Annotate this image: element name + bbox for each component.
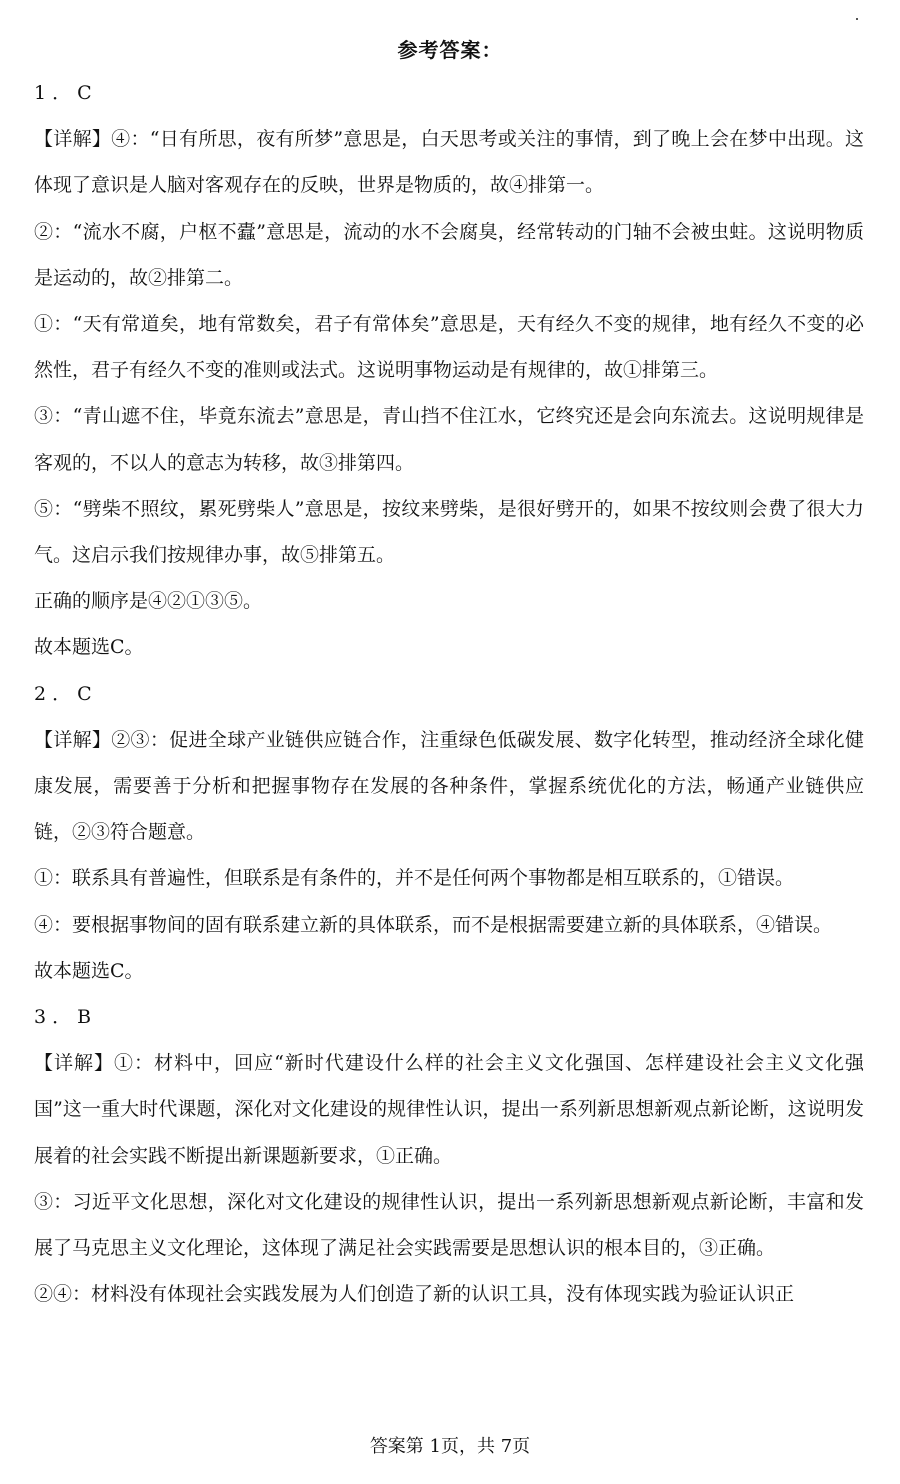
question-1-answer: 1．C [34, 82, 98, 104]
q1-explanation-point-2: ②：“流水不腐，户枢不蠹”意思是，流动的水不会腐臭，经常转动的门轴不会被虫蛀。这说明物质是运动的，故②排第二。 [34, 220, 864, 289]
q1-explanation-point-4: 【详解】④：“日有所思，夜有所梦”意思是，白天思考或关注的事情，到了晚上会在梦中出现。这体现了意识是人脑对客观存在的反映，世界是物质的，故④排第一。 [34, 128, 864, 197]
q1-conclusion: 故本题选C。 [34, 636, 144, 659]
scan-speck [856, 18, 858, 20]
q3-explanation-point-1: 【详解】①：材料中，回应“新时代建设什么样的社会主义文化强国、怎样建设社会主义文化强国”这一重大时代课题，深化对文化建设的规律性认识，提出一系列新思想新观点新论断，这说明发展着的社会实践不断提出新课题新要求，①正确。 [34, 1052, 864, 1167]
q2-explanation-points-2-3: 【详解】②③：促进全球产业链供应链合作，注重绿色低碳发展、数字化转型，推动经济全球化健康发展，需要善于分析和把握事物存在发展的各种条件，掌握系统优化的方法，畅通产业链供应链，②③符合题意。 [34, 728, 864, 844]
q3-explanation-points-2-4: ②④：材料没有体现社会实践发展为人们创造了新的认识工具，没有体现实践为验证认识正 [34, 1283, 795, 1306]
page-footer: 答案第 1页，共 7页 [369, 1436, 531, 1457]
question-2-answer: 2．C [34, 682, 98, 705]
page-title: 参考答案： [397, 38, 503, 62]
q2-explanation-point-4: ④：要根据事物间的固有联系建立新的具体联系，而不是根据需要建立新的具体联系，④错误。 [34, 913, 833, 936]
q3-explanation-point-3: ③：习近平文化思想，深化对文化建设的规律性认识，提出一系列新思想新观点新论断，丰富和发展了马克思主义文化理论，这体现了满足社会实践需要是思想认识的根本目的，③正确。 [34, 1190, 864, 1260]
answer-content [34, 70, 864, 1317]
q2-explanation-point-1: ①：联系具有普遍性，但联系是有条件的，并不是任何两个事物都是相互联系的，①错误。 [34, 867, 795, 890]
q1-explanation-point-3: ③：“青山遮不住，毕竟东流去”意思是，青山挡不住江水，它终究还是会向东流去。这说明规律是客观的，不以人的意志为转移，故③排第四。 [34, 405, 864, 474]
q2-conclusion: 故本题选C。 [34, 959, 144, 982]
q1-explanation-point-5: ⑤：“劈柴不照纹，累死劈柴人”意思是，按纹来劈柴，是很好劈开的，如果不按纹则会费了很大力气。这启示我们按规律办事，故⑤排第五。 [34, 497, 864, 567]
q1-correct-order: 正确的顺序是④②①③⑤。 [34, 590, 263, 613]
question-3-answer: 3．B [34, 1006, 98, 1029]
q1-explanation-point-1: ①：“天有常道矣，地有常数矣，君子有常体矣”意思是，天有经久不变的规律，地有经久不变的必然性，君子有经久不变的准则或法式。这说明事物运动是有规律的，故①排第三。 [34, 313, 864, 382]
